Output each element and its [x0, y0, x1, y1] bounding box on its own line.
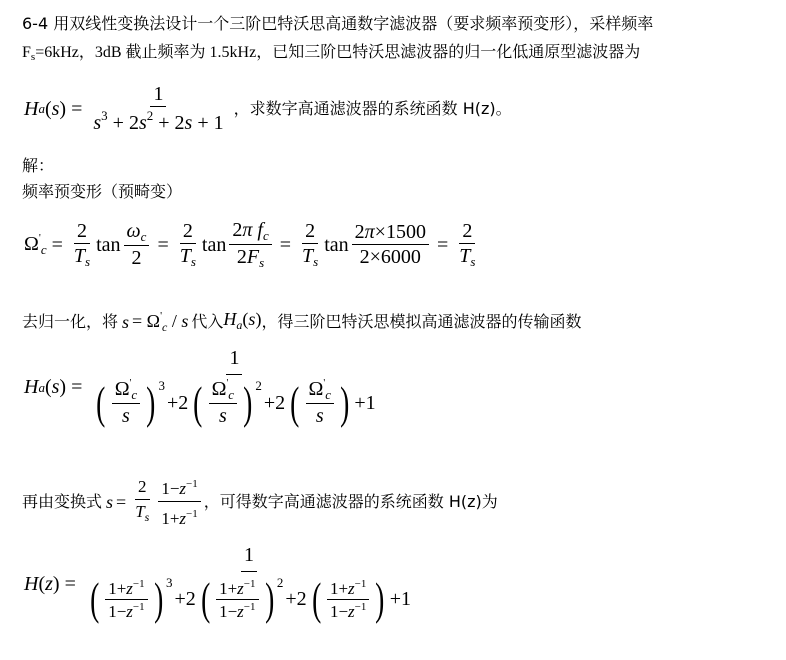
problem-text-1: 6-4 用双线性变换法设计一个三阶巴特沃思高通数字滤波器（要求频率预变形），采样频率	[22, 14, 654, 33]
analog-highpass-fraction: 1 ( $\frac{\Omega'_c}{s}$ ) 3 +2 ( $\frac{\Omega'_c}{s}$ ) 2 +2 ( $\frac{\Omega'_c}{s}$ ) +1	[96, 347, 376, 428]
prototype-fraction: $\frac{1}{s^3 + 2s^2 + 2s + 1}$	[93, 83, 224, 134]
denorm-line: 去归一化，将 s = $\Omega'_c$ / s 代入 $H_a(s)$ ，得三阶巴特沃思模拟高通滤波器的传输函数	[22, 308, 582, 334]
prototype-equation: H a ( s ) = $\frac{1}{s^3 + 2s^2 + 2s + 1}$ ，求数字高通滤波器的系统函数 H(z)。	[24, 83, 512, 134]
problem-line-1	[22, 14, 653, 34]
digital-highpass-fraction: 1 ( $\frac{1+z^{-1}}{1-z^{-1}}$ ) 3 +2 ( $\frac{1+z^{-1}}{1-z^{-1}}$ ) 2 +2 ( $\frac{1+z^{-1}}{1-z^{-1}}$ ) +1	[89, 544, 411, 624]
prewarp-equation: $\Omega'_c$ = $\frac{2}{T_s}$ tan $\frac{\omega_c}{2}$ = $\frac{2}{T_s}$ tan $\frac{2\pi f_c}{2F_s}$ = $\frac{2}{T_s}$ tan $\frac{2\pi\times 1500}{2\times 6000}$ = $\frac{2}{T_s}$	[24, 219, 476, 270]
transform-line: 再由变换式 s = $\frac{2}{T_s}$ $\frac{1-z^{-1}}{1+z^{-1}}$ ，可得数字高通滤波器的系统函数 H(z)为	[22, 474, 498, 529]
prototype-suffix: ，求数字高通滤波器的系统函数 H(z)。	[233, 98, 512, 118]
prewarp-title: 频率预变形（预畸变）	[22, 182, 183, 201]
problem-text-2: =6kHz，3dB 截止频率为 1.5kHz，已知三阶巴特沃思滤波器的归一化低通原型滤波器为	[35, 44, 641, 61]
fs-label: Fs	[22, 44, 36, 63]
analog-highpass-equation: H a ( s ) = 1 ( $\frac{\Omega'_c}{s}$ ) 3 +2 ( $\frac{\Omega'_c}{s}$ ) 2 +2 ( $\frac{\Omega'_c}{s}$ ) +1	[24, 348, 382, 426]
solution-label: 解：	[22, 156, 55, 175]
digital-highpass-equation: H ( z ) = 1 ( $\frac{1+z^{-1}}{1-z^{-1}}$ ) 3 +2 ( $\frac{1+z^{-1}}{1-z^{-1}}$ ) 2 +2 ( $\frac{1+z^{-1}}{1-z^{-1}}$ ) +1	[24, 545, 417, 622]
problem-line-2	[22, 42, 640, 67]
